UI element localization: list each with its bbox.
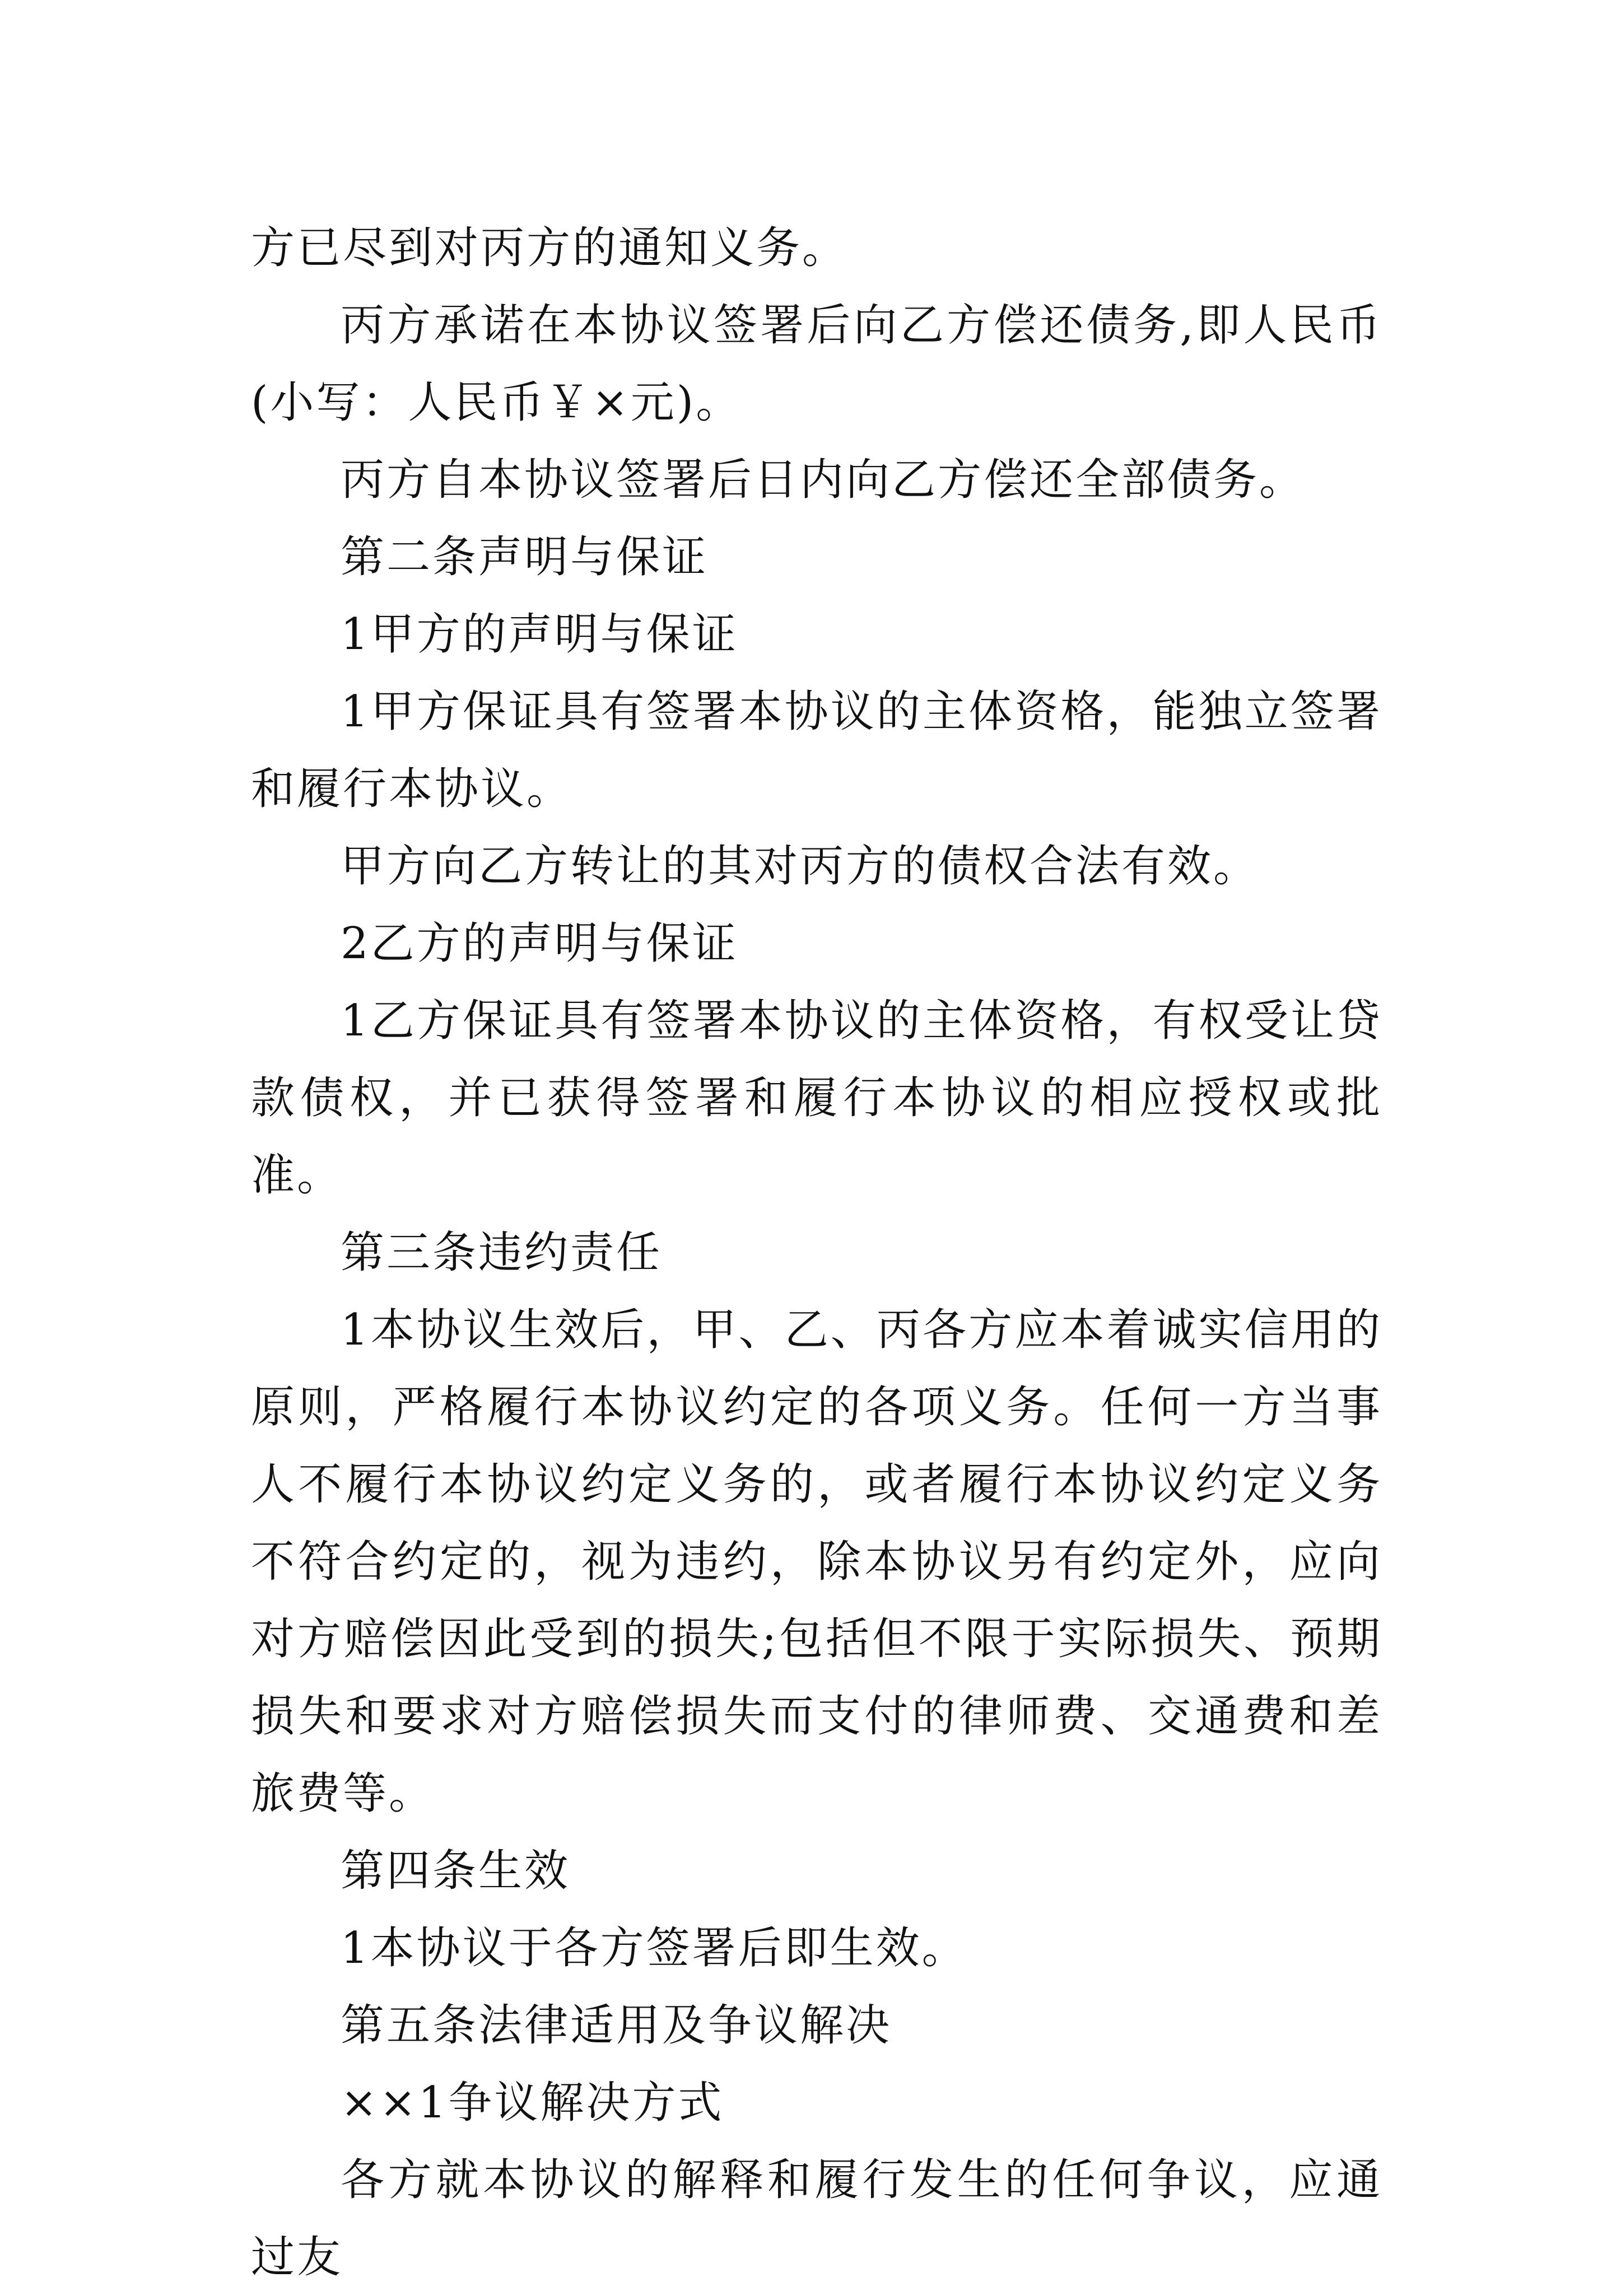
heading-article-5: 第五条法律适用及争议解决 — [341, 2000, 892, 2051]
paragraph-party-a-claim-valid: 甲方向乙方转让的其对丙方的债权合法有效。 — [341, 841, 1260, 892]
subheading-party-b-statement: 2乙方的声明与保证 — [341, 918, 738, 969]
heading-article-4: 第四条生效 — [341, 1846, 571, 1896]
paragraph-dispute-negotiation: 各方就本协议的解释和履行发生的任何争议，应通过友 — [251, 2155, 1382, 2283]
paragraph-repayment-deadline: 丙方自本协议签署后日内向乙方偿还全部债务。 — [341, 455, 1306, 505]
heading-article-2: 第二条声明与保证 — [341, 532, 709, 582]
paragraph-party-b-qualification: 1乙方保证具有签署本协议的主体资格，有权受让贷款债权，并已获得签署和履行本协议的相应授权或批准。 — [251, 996, 1382, 1201]
paragraph-party-a-qualification: 1甲方保证具有签署本协议的主体资格，能独立签署和履行本协议。 — [251, 687, 1382, 814]
paragraph-breach-liability: 1本协议生效后，甲、乙、丙各方应本着诚实信用的原则，严格履行本协议约定的各项义务。任何一方当事人不履行本协议约定义务的，或者履行本协议约定义务不符合约定的，视为违约，除本协议另有约定外，应向对方赔偿因此受到的损失;包括但不限于实际损失、预期损失和要求对方赔偿损失而支付的律师费、交通费和差旅费等。 — [251, 1305, 1382, 1819]
paragraph-repayment-promise: 丙方承诺在本协议签署后向乙方偿还债务,即人民币(小写：人民币￥×元)。 — [251, 300, 1382, 428]
paragraph-effectiveness: 1本协议于各方签署后即生效。 — [341, 1923, 968, 1973]
subheading-party-a-statement: 1甲方的声明与保证 — [341, 609, 738, 660]
heading-article-3: 第三条违约责任 — [341, 1228, 663, 1278]
subheading-dispute-resolution: ××1争议解决方式 — [341, 2078, 724, 2128]
paragraph-notice-duty: 方已尽到对丙方的通知义务。 — [251, 223, 849, 273]
document-body — [251, 209, 1382, 2296]
